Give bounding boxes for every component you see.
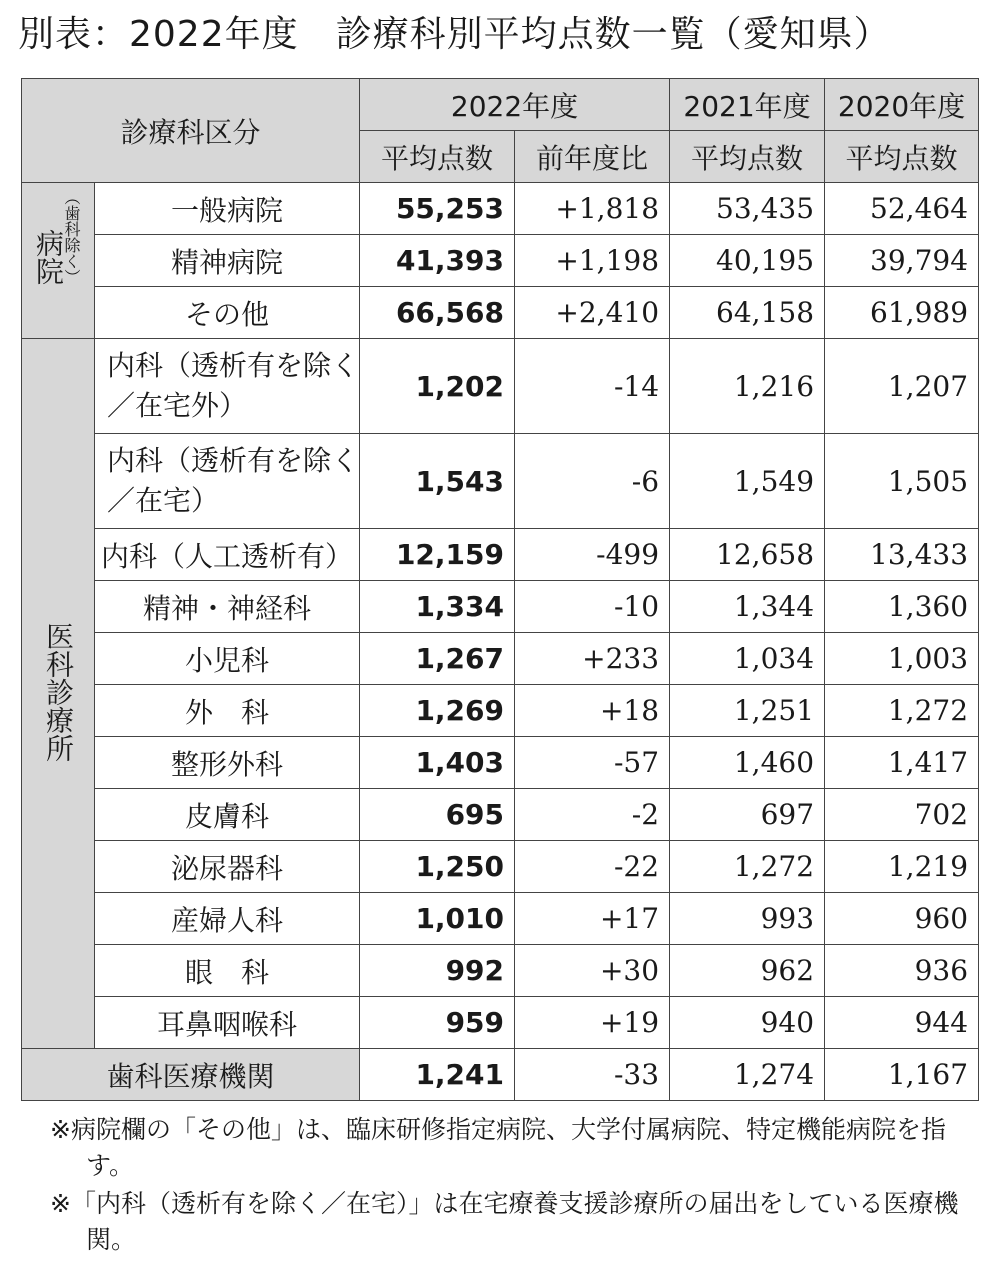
- table-row: [22, 737, 979, 789]
- row-yoy: +17: [515, 893, 670, 945]
- table-row: [22, 997, 979, 1049]
- row-yoy: +30: [515, 945, 670, 997]
- average-score-table: [21, 78, 979, 1101]
- footnote: ※病院欄の「その他」は、臨床研修指定病院、大学付属病院、特定機能病院を指す。: [50, 1115, 946, 1180]
- dental-2020: 1,167: [825, 1049, 979, 1101]
- row-2021: 697: [670, 789, 825, 841]
- row-2021: 1,216: [670, 339, 825, 434]
- row-2020: 960: [825, 893, 979, 945]
- table-row: [22, 529, 979, 581]
- row-name: 小児科: [95, 633, 360, 685]
- row-avg: 695: [360, 789, 515, 841]
- row-name: 精神病院: [95, 235, 360, 287]
- row-2021: 1,251: [670, 685, 825, 737]
- row-name: 外 科: [95, 685, 360, 737]
- row-2020: 1,207: [825, 339, 979, 434]
- row-name: 内科（人工透析有）: [95, 529, 360, 581]
- row-2021: 40,195: [670, 235, 825, 287]
- table-row: [22, 581, 979, 633]
- row-2020: 702: [825, 789, 979, 841]
- row-avg: 992: [360, 945, 515, 997]
- row-2021: 1,344: [670, 581, 825, 633]
- row-name: 泌尿器科: [95, 841, 360, 893]
- row-2021: 53,435: [670, 183, 825, 235]
- row-2020: 13,433: [825, 529, 979, 581]
- row-yoy: +18: [515, 685, 670, 737]
- row-2021: 1,460: [670, 737, 825, 789]
- group-hospital-sublabel: （歯科除く）: [62, 189, 81, 285]
- row-2021: 1,272: [670, 841, 825, 893]
- row-yoy: -57: [515, 737, 670, 789]
- dental-yoy: -33: [515, 1049, 670, 1101]
- table-row: [22, 339, 979, 434]
- row-avg: 1,202: [360, 339, 515, 434]
- row-yoy: +19: [515, 997, 670, 1049]
- row-2020: 1,505: [825, 434, 979, 529]
- row-yoy: -2: [515, 789, 670, 841]
- row-2021: 962: [670, 945, 825, 997]
- header-avg-2020: 平均点数: [825, 131, 979, 183]
- header-year-2021: 2021年度: [670, 79, 825, 131]
- row-2020: 936: [825, 945, 979, 997]
- row-avg: 1,010: [360, 893, 515, 945]
- row-2020: 1,360: [825, 581, 979, 633]
- row-2020: 1,003: [825, 633, 979, 685]
- footnote: ※「内科（透析有を除く／在宅）」は在宅療養支援診療所の届出をしている医療機関。: [50, 1189, 959, 1254]
- dental-row: [22, 1049, 979, 1101]
- row-name: 内科（透析有を除く／在宅外）: [95, 339, 360, 434]
- table-row: [22, 841, 979, 893]
- row-2020: 52,464: [825, 183, 979, 235]
- page-title: 別表：2022年度 診療科別平均点数一覧（愛知県）: [18, 14, 891, 55]
- table-row: [22, 633, 979, 685]
- row-2020: 61,989: [825, 287, 979, 339]
- row-2020: 1,219: [825, 841, 979, 893]
- header-yoy: 前年度比: [515, 131, 670, 183]
- row-2021: 1,034: [670, 633, 825, 685]
- row-avg: 1,250: [360, 841, 515, 893]
- row-yoy: -10: [515, 581, 670, 633]
- dental-avg: 1,241: [360, 1049, 515, 1101]
- header-avg-2022: 平均点数: [360, 131, 515, 183]
- row-name: 耳鼻咽喉科: [95, 997, 360, 1049]
- header-avg-2021: 平均点数: [670, 131, 825, 183]
- row-2021: 1,549: [670, 434, 825, 529]
- row-yoy: -22: [515, 841, 670, 893]
- row-name: 内科（透析有を除く／在宅）: [95, 434, 360, 529]
- row-yoy: -499: [515, 529, 670, 581]
- row-avg: 12,159: [360, 529, 515, 581]
- dental-name: 歯科医療機関: [22, 1049, 360, 1101]
- row-2021: 64,158: [670, 287, 825, 339]
- row-name: 一般病院: [95, 183, 360, 235]
- row-name: 整形外科: [95, 737, 360, 789]
- row-avg: 1,403: [360, 737, 515, 789]
- header-category: 診療科区分: [22, 79, 360, 183]
- row-yoy: -14: [515, 339, 670, 434]
- row-avg: 959: [360, 997, 515, 1049]
- header-year-2022: 2022年度: [360, 79, 670, 131]
- row-yoy: -6: [515, 434, 670, 529]
- header-year-2020: 2020年度: [825, 79, 979, 131]
- group-clinic: [22, 339, 95, 1049]
- row-avg: 1,334: [360, 581, 515, 633]
- row-avg: 41,393: [360, 235, 515, 287]
- table-row: [22, 434, 979, 529]
- group-hospital: [22, 183, 95, 339]
- table-row: [22, 685, 979, 737]
- row-name: 精神・神経科: [95, 581, 360, 633]
- row-avg: 1,269: [360, 685, 515, 737]
- row-avg: 1,267: [360, 633, 515, 685]
- row-2020: 39,794: [825, 235, 979, 287]
- table-row: [22, 945, 979, 997]
- row-avg: 1,543: [360, 434, 515, 529]
- row-2020: 1,417: [825, 737, 979, 789]
- row-2021: 12,658: [670, 529, 825, 581]
- row-yoy: +2,410: [515, 287, 670, 339]
- row-avg: 66,568: [360, 287, 515, 339]
- row-2021: 940: [670, 997, 825, 1049]
- row-2021: 993: [670, 893, 825, 945]
- row-name: その他: [95, 287, 360, 339]
- table-row: [22, 893, 979, 945]
- header-row-1: [22, 79, 979, 131]
- row-yoy: +233: [515, 633, 670, 685]
- dental-2021: 1,274: [670, 1049, 825, 1101]
- row-avg: 55,253: [360, 183, 515, 235]
- table-row: [22, 183, 979, 235]
- row-yoy: +1,818: [515, 183, 670, 235]
- row-name: 眼 科: [95, 945, 360, 997]
- footnotes: [50, 1112, 970, 1260]
- row-name: 皮膚科: [95, 789, 360, 841]
- row-yoy: +1,198: [515, 235, 670, 287]
- table-row: [22, 287, 979, 339]
- group-clinic-label: 医科診療所: [42, 622, 75, 762]
- row-2020: 1,272: [825, 685, 979, 737]
- row-name: 産婦人科: [95, 893, 360, 945]
- table-row: [22, 235, 979, 287]
- row-2020: 944: [825, 997, 979, 1049]
- table-row: [22, 789, 979, 841]
- group-hospital-label: 病院: [32, 229, 65, 285]
